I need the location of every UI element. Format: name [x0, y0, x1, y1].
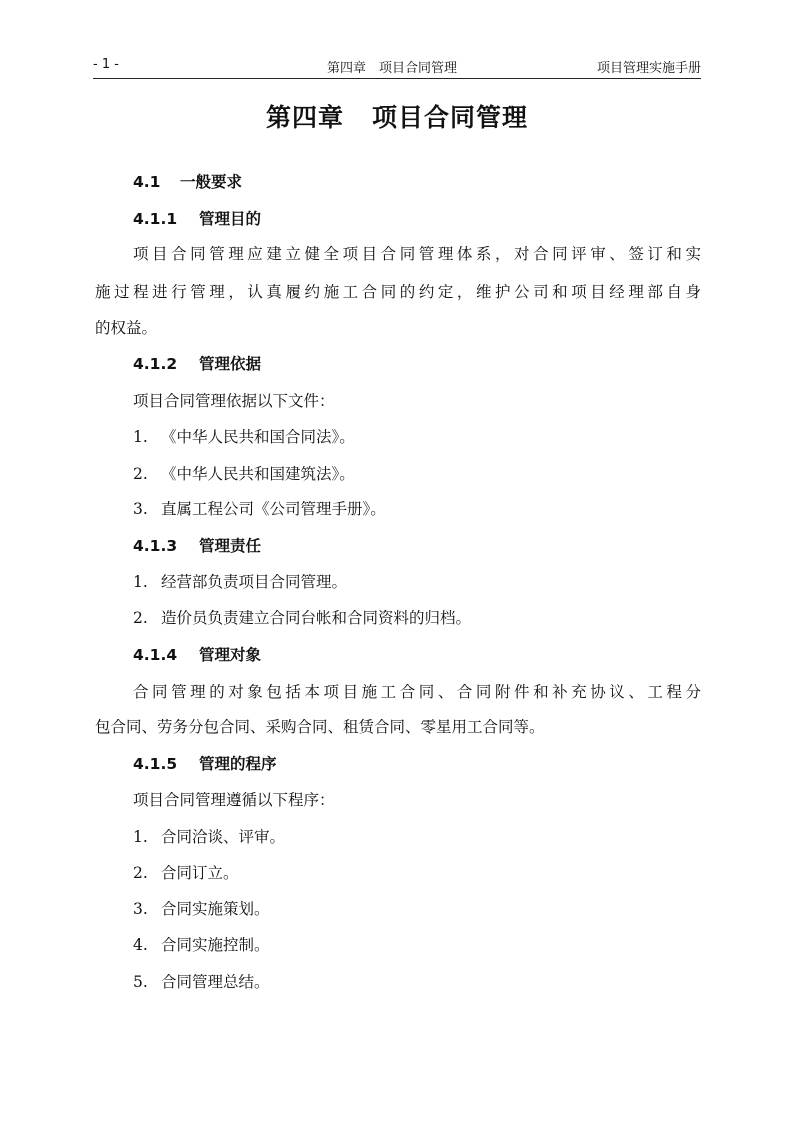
section-number: 4.1.5: [133, 755, 178, 773]
page-number: - 1 -: [93, 57, 119, 72]
header-chapter-title: 第四章 项目合同管理: [327, 61, 458, 76]
section-heading-4-1-4: [133, 643, 261, 665]
section-number: 4.1.3: [133, 537, 178, 555]
list-text: 《中华人民共和国建筑法》。: [161, 465, 355, 483]
section-number: 4.1.1: [133, 210, 178, 228]
section-number: 4.1: [133, 173, 161, 191]
list-text: 《中华人民共和国合同法》。: [161, 428, 355, 446]
section-title: 管理目的: [199, 210, 262, 228]
list-text: 合同订立。: [161, 864, 239, 882]
list-text: 合同实施策划。: [161, 900, 270, 918]
section-title: 管理责任: [199, 537, 262, 555]
section-heading-4-1-3: [133, 534, 261, 556]
list-text: 造价员负责建立合同台帐和合同资料的归档。: [161, 609, 472, 627]
header-manual-title: 项目管理实施手册: [596, 61, 701, 76]
list-text: 合同实施控制。: [161, 936, 270, 954]
list-number: 2.: [133, 465, 148, 483]
section-heading-4-1: [133, 170, 242, 192]
list-item: [133, 497, 386, 519]
section-number: 4.1.2: [133, 355, 178, 373]
list-number: 3.: [133, 900, 148, 918]
section-heading-4-1-1: [133, 207, 261, 229]
list-text: 经营部负责项目合同管理。: [161, 573, 348, 591]
list-item: [133, 825, 285, 847]
list-item: [133, 970, 270, 992]
section-title: 管理的程序: [199, 755, 277, 773]
paragraph-line: 施过程进行管理，认真履约施工合同的约定，维护公司和项目经理部自身: [95, 283, 701, 301]
list-item: [133, 570, 347, 592]
list-item: [133, 606, 471, 628]
list-text: 合同洽谈、评审。: [161, 828, 286, 846]
list-number: 1.: [133, 828, 148, 846]
list-number: 5.: [133, 973, 148, 991]
list-item: [133, 462, 355, 484]
list-item: [133, 425, 355, 447]
paragraph-line: 项目合同管理依据以下文件：: [133, 392, 335, 410]
section-number: 4.1.4: [133, 646, 178, 664]
paragraph-line: 项目合同管理应建立健全项目合同管理体系，对合同评审、签订和实: [133, 245, 701, 263]
list-text: 合同管理总结。: [161, 973, 270, 991]
paragraph-line: 项目合同管理遵循以下程序：: [133, 791, 335, 809]
list-item: [133, 861, 239, 883]
paragraph-line: 合同管理的对象包括本项目施工合同、合同附件和补充协议、工程分: [133, 683, 701, 701]
list-number: 4.: [133, 936, 148, 954]
list-item: [133, 897, 270, 919]
section-title: 一般要求: [180, 173, 243, 191]
list-item: [133, 933, 270, 955]
section-heading-4-1-5: [133, 752, 277, 774]
chapter-title: [93, 98, 701, 134]
paragraph-line: 的权益。: [95, 319, 158, 337]
list-number: 3.: [133, 500, 148, 518]
list-number: 1.: [133, 573, 148, 591]
chapter-name: 项目合同管理: [372, 103, 529, 132]
list-text: 直属工程公司《公司管理手册》。: [161, 500, 386, 518]
paragraph-line: 包合同、劳务分包合同、采购合同、租赁合同、零星用工合同等。: [95, 718, 545, 736]
page-header: [93, 56, 701, 79]
chapter-label: 第四章: [265, 103, 344, 132]
section-title: 管理依据: [199, 355, 262, 373]
list-number: 1.: [133, 428, 148, 446]
section-title: 管理对象: [199, 646, 262, 664]
list-number: 2.: [133, 864, 148, 882]
list-number: 2.: [133, 609, 148, 627]
section-heading-4-1-2: [133, 352, 261, 374]
